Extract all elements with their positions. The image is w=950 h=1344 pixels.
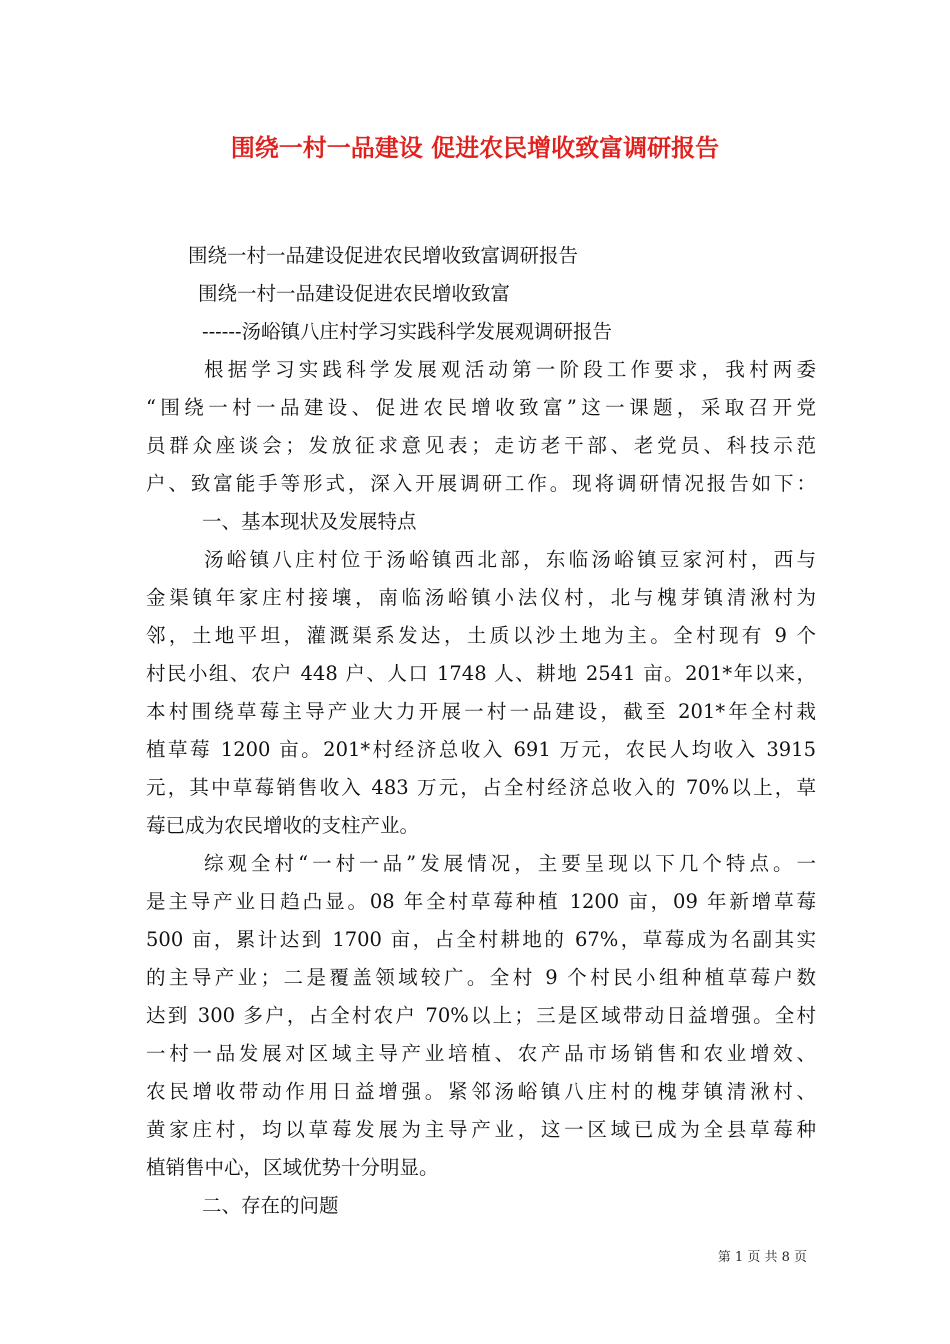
section-1-paragraph-1 bbox=[146, 541, 816, 845]
document-title: 围绕一村一品建设 促进农民增收致富调研报告 bbox=[230, 133, 720, 162]
text-line: 一村一品发展对区域主导产业培植、农产品市场销售和农业增效、 bbox=[146, 1042, 816, 1065]
heading-line-2: 围绕一村一品建设促进农民增收致富 bbox=[198, 282, 511, 305]
text-line: 村民小组、农户 448 户、人口 1748 人、耕地 2541 亩。201*年以来， bbox=[146, 662, 816, 685]
page-number: 第 1 页 共 8 页 bbox=[717, 1250, 807, 1265]
text-line: 户、致富能手等形式，深入开展调研工作。现将调研情况报告如下： bbox=[146, 472, 816, 495]
text-line: 农民增收带动作用日益增强。紧邻汤峪镇八庄村的槐芽镇清湫村、 bbox=[146, 1080, 816, 1103]
section-heading: 一、基本现状及发展特点 bbox=[202, 510, 417, 533]
section-heading: 二、存在的问题 bbox=[202, 1194, 339, 1217]
document-body bbox=[146, 237, 816, 1225]
text-line: 邻，土地平坦，灌溉渠系发达，土质以沙土地为主。全村现有 9 个 bbox=[146, 624, 816, 647]
text-line: 金渠镇年家庄村接壤，南临汤峪镇小法仪村，北与槐芽镇清湫村为 bbox=[146, 586, 816, 609]
text-line: 莓已成为农民增收的支柱产业。 bbox=[146, 814, 420, 837]
text-line: 综观全村“一村一品”发展情况，主要呈现以下几个特点。一 bbox=[204, 852, 816, 875]
text-line: “围绕一村一品建设、促进农民增收致富”这一课题，采取召开党 bbox=[146, 396, 816, 419]
text-line: 员群众座谈会；发放征求意见表；走访老干部、老党员、科技示范 bbox=[146, 434, 816, 457]
text-line: 植销售中心，区域优势十分明显。 bbox=[146, 1156, 439, 1179]
text-line: 的主导产业；二是覆盖领域较广。全村 9 个村民小组种植草莓户数 bbox=[146, 966, 816, 989]
intro-paragraph bbox=[146, 351, 816, 503]
text-line: 黄家庄村，均以草莓发展为主导产业，这一区域已成为全县草莓种 bbox=[146, 1118, 816, 1141]
heading-line-1: 围绕一村一品建设促进农民增收致富调研报告 bbox=[188, 244, 579, 267]
text-line: 是主导产业日趋凸显。08 年全村草莓种植 1200 亩，09 年新增草莓 bbox=[146, 890, 816, 913]
text-line: 汤峪镇八庄村位于汤峪镇西北部，东临汤峪镇豆家河村，西与 bbox=[204, 548, 816, 571]
text-line: 植草莓 1200 亩。201*村经济总收入 691 万元，农民人均收入 3915 bbox=[146, 738, 816, 761]
text-line: 500 亩，累计达到 1700 亩，占全村耕地的 67%，草莓成为名副其实 bbox=[146, 928, 816, 951]
text-line: 元，其中草莓销售收入 483 万元，占全村经济总收入的 70%以上，草 bbox=[146, 776, 816, 799]
text-line: 本村围绕草莓主导产业大力开展一村一品建设，截至 201*年全村栽 bbox=[146, 700, 816, 723]
section-1-paragraph-2 bbox=[146, 845, 816, 1187]
heading-line-3: ------汤峪镇八庄村学习实践科学发展观调研报告 bbox=[202, 320, 613, 343]
text-line: 达到 300 多户，占全村农户 70%以上；三是区域带动日益增强。全村 bbox=[146, 1004, 816, 1027]
text-line: 根据学习实践科学发展观活动第一阶段工作要求，我村两委 bbox=[204, 358, 816, 381]
